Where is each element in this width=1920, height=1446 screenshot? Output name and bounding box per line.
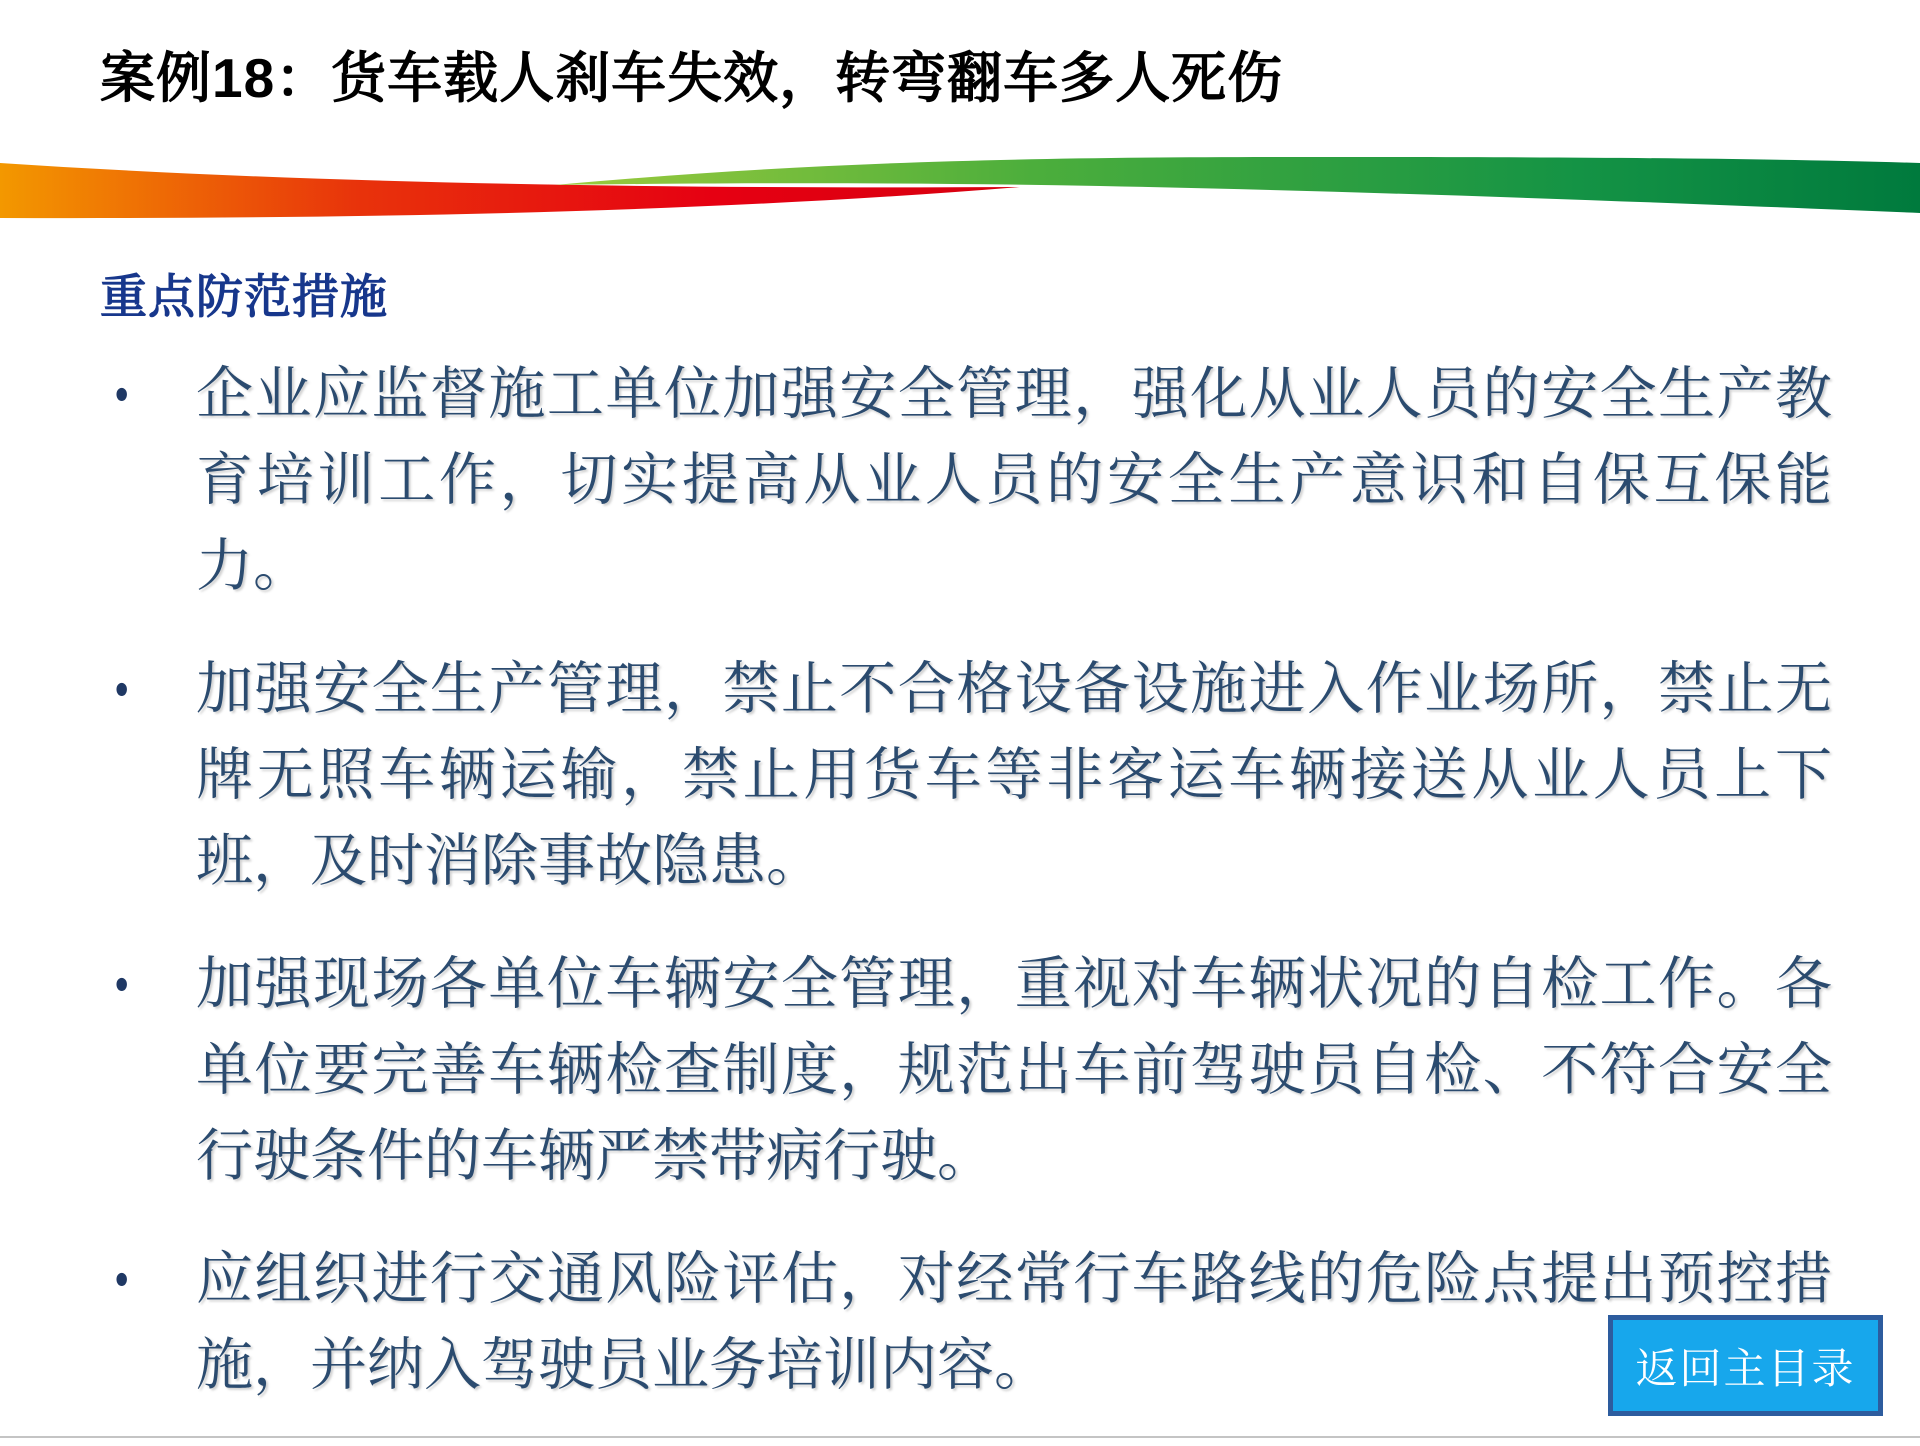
back-to-main-menu-button[interactable]: 返回主目录 <box>1608 1315 1883 1416</box>
bullet-item <box>100 942 1832 1200</box>
ribbon-green-wave <box>555 157 1920 213</box>
bullet-icon: • <box>114 363 130 425</box>
bullet-icon: • <box>114 658 130 720</box>
bullet-text: 应组织进行交通风险评估，对经常行车路线的危险点提出预控措施，并纳入驾驶员业务培训内容。 <box>196 1248 1832 1397</box>
bullet-text: 加强现场各单位车辆安全管理，重视对车辆状况的自检工作。各单位要完善车辆检查制度，规范出车前驾驶员自检、不符合安全行驶条件的车辆严禁带病行驶。 <box>196 953 1832 1188</box>
bullet-text: 企业应监督施工单位加强安全管理，强化从业人员的安全生产教育培训工作，切实提高从业人员的安全生产意识和自保互保能力。 <box>196 363 1832 598</box>
bullet-item <box>100 647 1832 905</box>
bullet-text: 加强安全生产管理，禁止不合格设备设施进入作业场所，禁止无牌无照车辆运输，禁止用货车等非客运车辆接送从业人员上下班，及时消除事故隐患。 <box>196 658 1832 893</box>
bullet-list <box>100 352 1832 1446</box>
bullet-icon: • <box>114 953 130 1015</box>
wave-ribbon-decoration <box>0 125 1920 240</box>
section-heading: 重点防范措施 <box>100 270 388 323</box>
bottom-divider <box>0 1436 1920 1438</box>
bullet-icon: • <box>114 1248 130 1310</box>
bullet-item <box>100 352 1832 610</box>
bullet-item <box>100 1237 1832 1409</box>
slide-title: 案例18：货车载人刹车失效，转弯翻车多人死伤 <box>100 47 1284 109</box>
